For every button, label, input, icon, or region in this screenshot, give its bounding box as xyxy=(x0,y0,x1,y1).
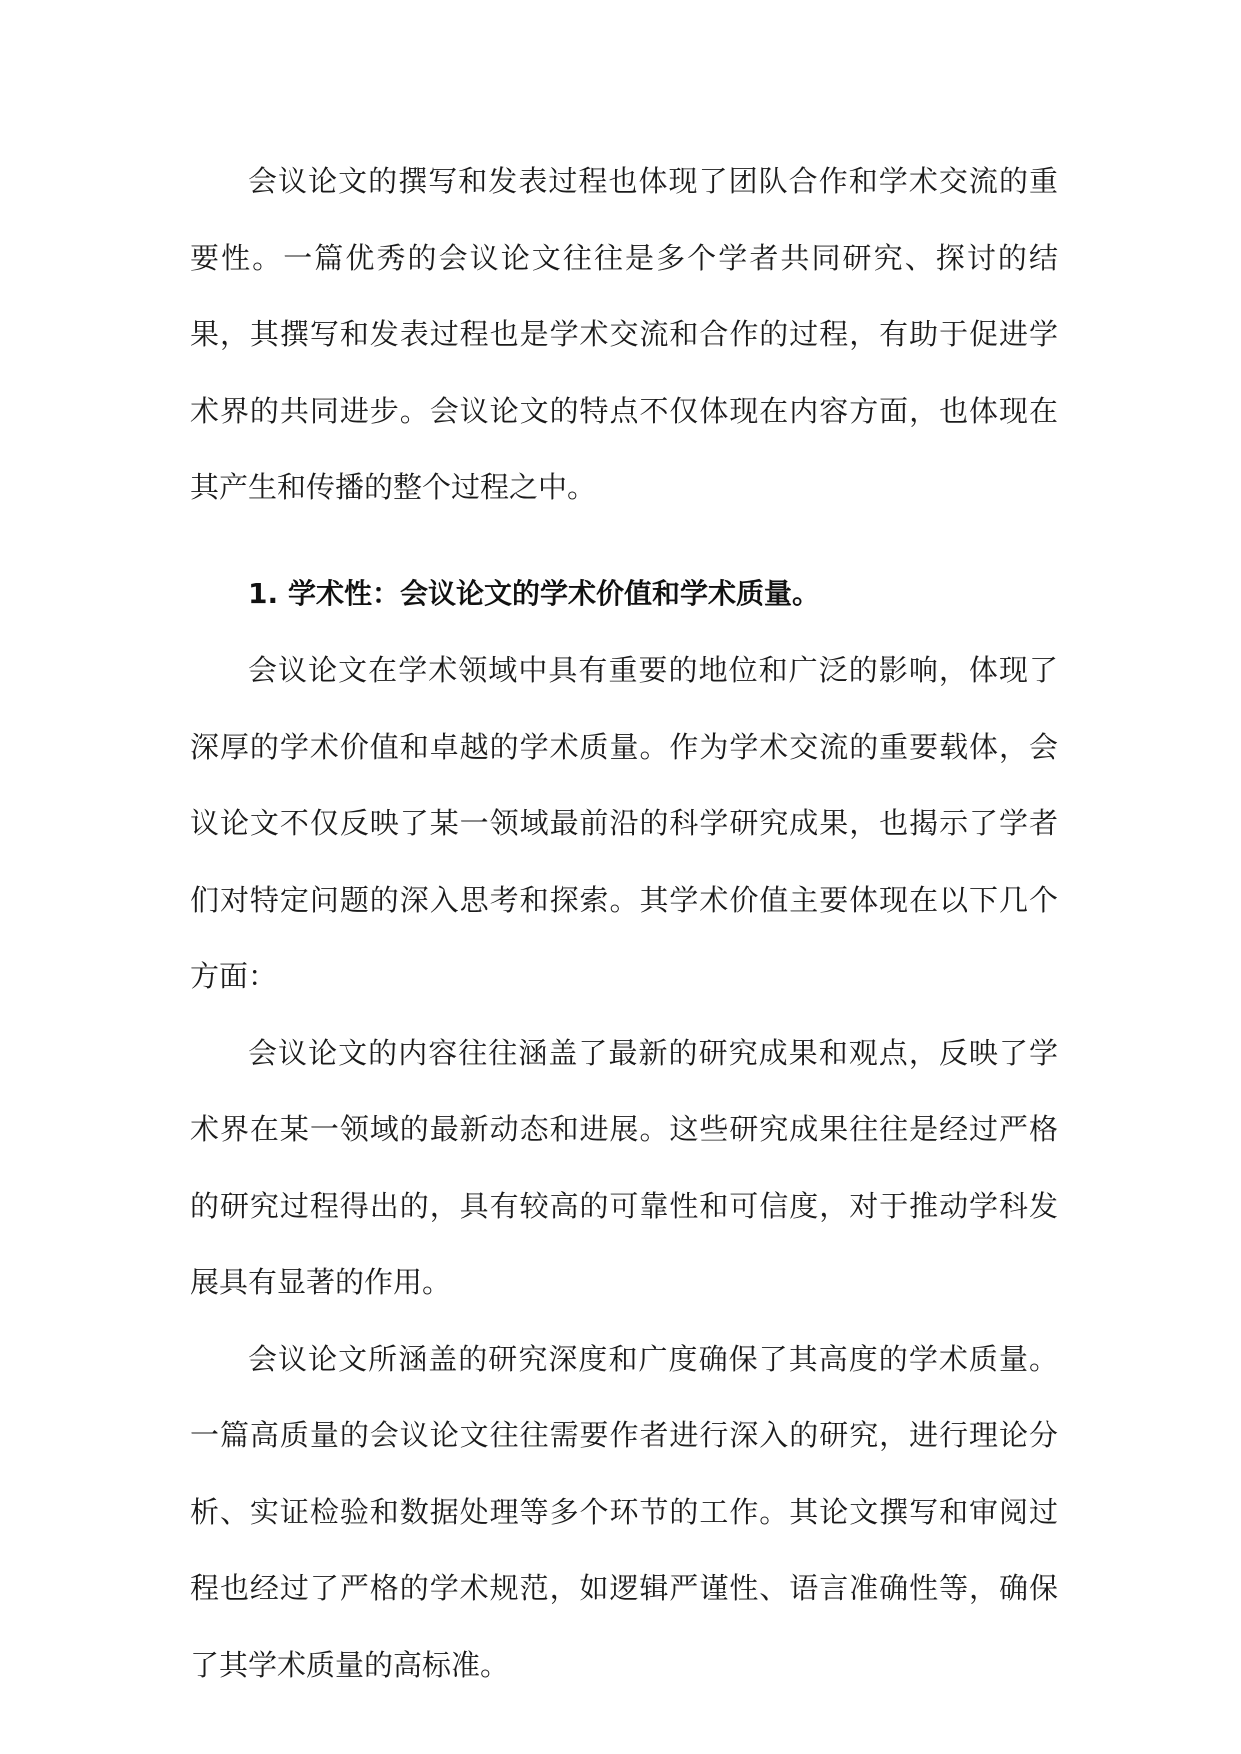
paragraph-latest-research: 会议论文的内容往往涵盖了最新的研究成果和观点，反映了学术界在某一领域的最新动态和进展。这些研究成果往往是经过严格的研究过程得出的，具有较高的可靠性和可信度，对于推动学科发展具有显著的作用。 xyxy=(190,1035,1058,1299)
section-heading xyxy=(190,556,1058,633)
section-number: 1. xyxy=(248,576,279,610)
paragraph-teamwork: 会议论文的撰写和发表过程也体现了团队合作和学术交流的重要性。一篇优秀的会议论文往往是多个学者共同研究、探讨的结果，其撰写和发表过程也是学术交流和合作的过程，有助于促进学术界的共同进步。会议论文的特点不仅体现在内容方面，也体现在其产生和传播的整个过程之中。 xyxy=(190,164,1058,504)
paragraph-academic-value: 会议论文在学术领域中具有重要的地位和广泛的影响，体现了深厚的学术价值和卓越的学术质量。作为学术交流的重要载体，会议论文不仅反映了某一领域最前沿的科学研究成果，也揭示了学者们对特定问题的深入思考和探索。其学术价值主要体现在以下几个方面： xyxy=(190,653,1058,993)
paragraph-academic-quality: 会议论文所涵盖的研究深度和广度确保了其高度的学术质量。一篇高质量的会议论文往往需要作者进行深入的研究，进行理论分析、实证检验和数据处理等多个环节的工作。其论文撰写和审阅过程也经过了严格的学术规范，如逻辑严谨性、语言准确性等，确保了其学术质量的高标准。 xyxy=(190,1341,1058,1682)
document-body xyxy=(190,143,1058,1703)
section-title: 学术性：会议论文的学术价值和学术质量。 xyxy=(288,576,821,610)
